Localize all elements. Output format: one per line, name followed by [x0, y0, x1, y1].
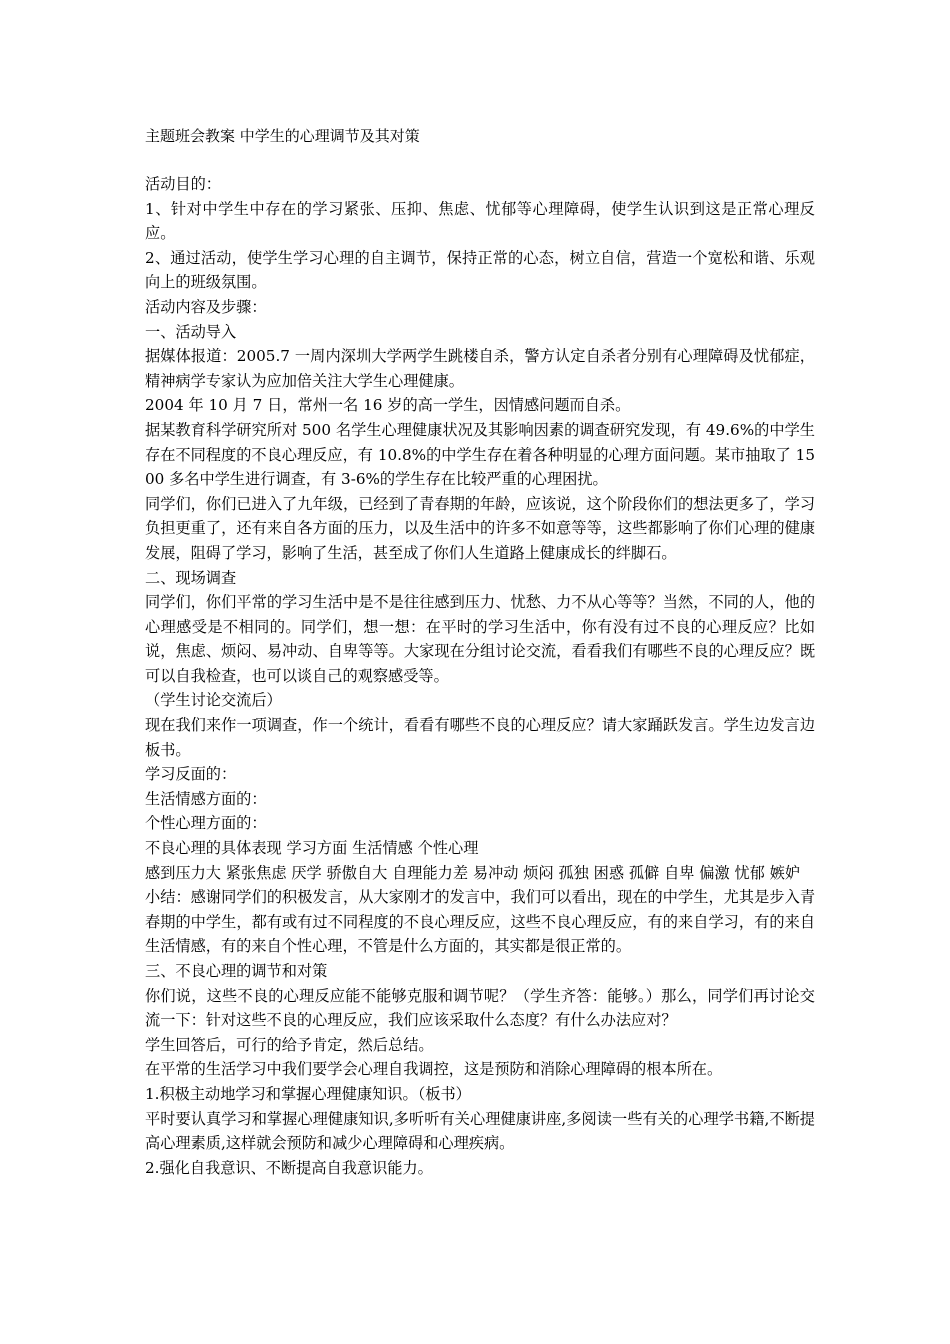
paragraph: （学生讨论交流后）	[145, 691, 282, 710]
section-heading: 三、不良心理的调节和对策	[145, 962, 328, 980]
paragraph: 不良心理的具体表现 学习方面 生活情感 个性心理	[145, 839, 479, 858]
paragraph: 个性心理方面的：	[145, 814, 267, 833]
section-heading: 二、现场调查	[145, 568, 237, 587]
paragraph: 学生回答后，可行的给予肯定，然后总结。	[145, 1035, 434, 1054]
paragraph: 活动目的：	[145, 175, 221, 193]
paragraph: 1.积极主动地学习和掌握心理健康知识。（板书）	[145, 1084, 471, 1103]
paragraph: 感到压力大 紧张焦虑 厌学 骄傲自大 自理能力差 易冲动 烦闷 孤独 困惑 孤僻 自卑 偏激 忧郁 嫉妒	[145, 863, 801, 882]
paragraph: 学习反面的：	[145, 765, 237, 784]
paragraph: 据媒体报道：2005.7 一周内深圳大学两学生跳楼自杀，警方认定自杀者分别有心理障碍及忧郁症，精神病学专家认为应加倍关注大学生心理健康。	[145, 347, 815, 390]
section-heading: 一、活动导入	[145, 322, 237, 341]
paragraph: 2004 年 10 月 7 日，常州一名 16 岁的高一学生，因情感问题而自杀。	[145, 396, 631, 415]
paragraph: 同学们，你们平常的学习生活中是不是往往感到压力、忧愁、力不从心等等？当然，不同的人，他的心理感受是不相同的。同学们，想一想：在平时的学习生活中，你有没有过不良的心理反应？比如说，焦虑、烦闷、易冲动、自卑等等。大家现在分组讨论交流，看看我们有哪些不良的心理反应？既可以自我检查，也可以谈自己的观察感受等。	[145, 593, 815, 685]
paragraph: 同学们，你们已进入了九年级，已经到了青春期的年龄，应该说，这个阶段你们的想法更多了，学习负担更重了，还有来自各方面的压力，以及生活中的许多不如意等等，这些都影响了你们心理的健康发展，阻碍了学习，影响了生活，甚至成了你们人生道路上健康成长的绊脚石。	[145, 494, 815, 562]
document-title: 主题班会教案 中学生的心理调节及其对策	[145, 127, 420, 145]
section-heading: 活动内容及步骤：	[145, 297, 267, 316]
paragraph: 1、针对中学生中存在的学习紧张、压抑、焦虑、忧郁等心理障碍，使学生认识到这是正常心理反应。	[145, 199, 815, 243]
paragraph: 据某教育科学研究所对 500 名学生心理健康状况及其影响因素的调查研究发现，有 49.6%的中学生存在不同程度的不良心理反应，有 10.8%的中学生存在着各种明显的心理方面问题。某市抽取了 1500 多名中学生进行调查，有 3-6%的学生存在比较严重的心理困扰。	[145, 420, 815, 489]
document-page	[145, 124, 815, 1180]
paragraph: 你们说，这些不良的心理反应能不能够克服和调节呢？（学生齐答：能够。）那么，同学们再讨论交流一下：针对这些不良的心理反应，我们应该采取什么态度？有什么办法应对？	[145, 986, 815, 1030]
paragraph: 小结：感谢同学们的积极发言，从大家刚才的发言中，我们可以看出，现在的中学生，尤其是步入青春期的中学生，都有或有过不同程度的不良心理反应，这些不良心理反应，有的来自学习，有的来自生活情感，有的来自个性心理，不管是什么方面的，其实都是很正常的。	[145, 888, 815, 956]
paragraph: 生活情感方面的：	[145, 789, 267, 808]
document-body	[145, 172, 815, 1180]
paragraph: 2.强化自我意识、不断提高自我意识能力。	[145, 1158, 433, 1177]
paragraph: 在平常的生活学习中我们要学会心理自我调控，这是预防和消除心理障碍的根本所在。	[145, 1060, 723, 1079]
paragraph: 现在我们来作一项调查，作一个统计，看看有哪些不良的心理反应？请大家踊跃发言。学生边发言边板书。	[145, 716, 815, 759]
paragraph: 平时要认真学习和掌握心理健康知识,多听听有关心理健康讲座,多阅读一些有关的心理学书籍,不断提高心理素质,这样就会预防和减少心理障碍和心理疾病。	[145, 1109, 815, 1153]
paragraph: 2、通过活动，使学生学习心理的自主调节，保持正常的心态，树立自信，营造一个宽松和谐、乐观向上的班级氛围。	[145, 248, 815, 292]
